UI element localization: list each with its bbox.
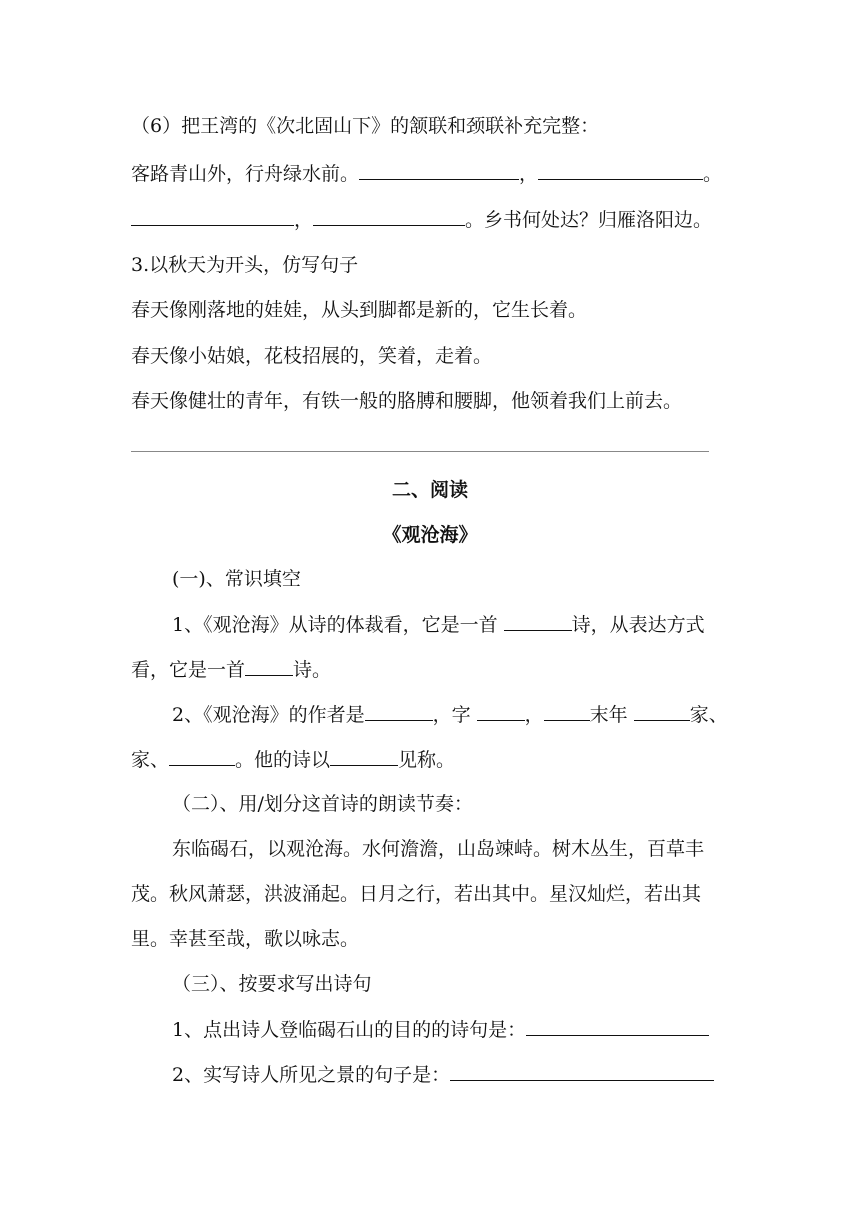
answer-blank[interactable] bbox=[526, 1016, 709, 1036]
q3-prompt: 3.以秋天为开头，仿写句子 bbox=[131, 254, 359, 276]
answer-blank[interactable] bbox=[330, 746, 398, 766]
answer-blank[interactable] bbox=[450, 1061, 714, 1081]
q1-line2 bbox=[131, 656, 331, 683]
answer-blank[interactable] bbox=[169, 746, 235, 766]
q2-text-g: 。他的诗以 bbox=[235, 749, 331, 771]
poem-line-3: 里。幸甚至哉，歌以咏志。 bbox=[131, 928, 360, 950]
q2-line2 bbox=[131, 746, 455, 773]
q3-item-2 bbox=[172, 1061, 714, 1088]
answer-blank[interactable] bbox=[477, 701, 525, 721]
answer-blank[interactable] bbox=[313, 206, 465, 226]
q2-text-c: ， bbox=[524, 704, 544, 726]
q3-example-1: 春天像刚落地的娃娃，从头到脚都是新的，它生长着。 bbox=[131, 299, 588, 321]
q6-period: 。 bbox=[703, 163, 723, 185]
poem-title: 《观沧海》 bbox=[382, 524, 478, 546]
q3-item-1-text: 1、点出诗人登临碣石山的目的的诗句是： bbox=[172, 1019, 527, 1041]
poem-line-2: 茂。秋风萧瑟，洪波涌起。日月之行，若出其中。星汉灿烂，若出其 bbox=[131, 883, 702, 905]
answer-blank[interactable] bbox=[634, 701, 690, 721]
q6-line1 bbox=[131, 160, 722, 187]
q2-text-e: 家、 bbox=[689, 704, 728, 726]
q6-comma: ， bbox=[294, 209, 314, 231]
answer-line[interactable] bbox=[131, 451, 709, 452]
q3-item-2-text: 2、实写诗人所见之景的句子是： bbox=[172, 1064, 451, 1086]
q3-example-2: 春天像小姑娘，花枝招展的，笑着，走着。 bbox=[131, 345, 493, 367]
q2-text-d: 末年 bbox=[589, 704, 628, 726]
q2-text-h: 见称。 bbox=[398, 749, 456, 771]
q6-line1-text: 客路青山外，行舟绿水前。 bbox=[131, 163, 360, 185]
q2-text-f: 家、 bbox=[131, 749, 170, 771]
q1-line1 bbox=[172, 611, 705, 638]
answer-blank[interactable] bbox=[365, 701, 433, 721]
q3-example-3: 春天像健壮的青年，有铁一般的胳膊和腰脚，他领着我们上前去。 bbox=[131, 390, 683, 412]
answer-blank[interactable] bbox=[504, 611, 572, 631]
q2-text-a: 2、《观沧海》的作者是 bbox=[172, 704, 365, 726]
answer-blank[interactable] bbox=[131, 206, 294, 226]
q1-text-b: 诗，从表达方式 bbox=[571, 614, 705, 636]
q3-item-1 bbox=[172, 1016, 709, 1043]
poem-line-1: 东临碣石，以观沧海。水何澹澹，山岛竦峙。树木丛生，百草丰 bbox=[172, 838, 705, 860]
sub1-heading: (一)、常识填空 bbox=[172, 568, 301, 590]
q1-text-c: 看，它是一首 bbox=[131, 659, 246, 681]
q2-line1 bbox=[172, 701, 728, 728]
section-title: 二、阅读 bbox=[391, 479, 468, 501]
answer-blank[interactable] bbox=[359, 160, 519, 180]
q6-prompt: （6）把王湾的《次北固山下》的颔联和颈联补充完整： bbox=[131, 115, 600, 137]
q6-line2 bbox=[131, 206, 712, 233]
answer-blank[interactable] bbox=[245, 656, 293, 676]
q6-comma: ， bbox=[519, 163, 539, 185]
q6-line2-end: 。乡书何处达？归雁洛阳边。 bbox=[465, 209, 713, 231]
answer-blank[interactable] bbox=[544, 701, 590, 721]
sub2-heading: （二）、用/划分这首诗的朗读节奏： bbox=[172, 793, 473, 815]
sub3-heading: （三）、按要求写出诗句 bbox=[172, 973, 372, 995]
q1-text-d: 诗。 bbox=[293, 659, 332, 681]
q2-text-b: ，字 bbox=[432, 704, 471, 726]
q1-text-a: 1、《观沧海》从诗的体裁看，它是一首 bbox=[172, 614, 498, 636]
answer-blank[interactable] bbox=[538, 160, 703, 180]
